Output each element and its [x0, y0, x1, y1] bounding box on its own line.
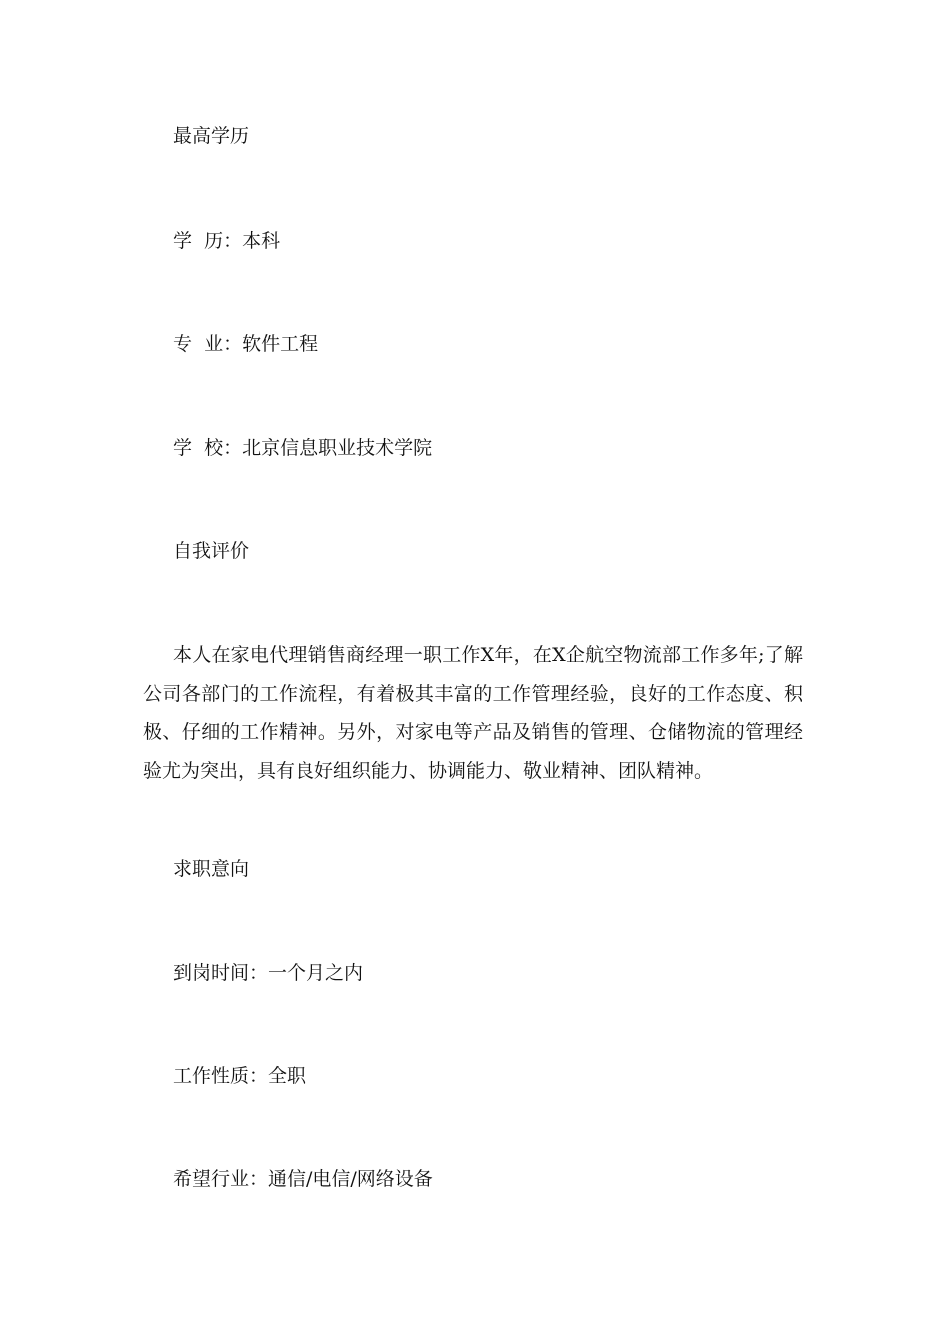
self-evaluation-heading: 自我评价 — [173, 540, 250, 562]
education-heading: 最高学历 — [173, 125, 250, 147]
arrival-time-line: 到岗时间：一个月之内 — [173, 962, 364, 984]
job-intention-heading: 求职意向 — [173, 858, 250, 880]
degree-line: 学 历：本科 — [173, 230, 281, 252]
self-evaluation-paragraph: 本人在家电代理销售商经理一职工作X年，在X企航空物流部工作多年;了解公司各部门的工作流程，有着极其丰富的工作管理经验，良好的工作态度、积极、仔细的工作精神。另外，对家电等产品及销售的管理、仓储物流的管理经验尤为突出，具有良好组织能力、协调能力、敬业精神、团队精神。 — [143, 644, 803, 782]
school-line: 学 校：北京信息职业技术学院 — [173, 437, 433, 459]
job-type-line: 工作性质：全职 — [173, 1065, 307, 1087]
major-line: 专 业：软件工程 — [173, 333, 319, 355]
industry-line: 希望行业：通信/电信/网络设备 — [173, 1168, 433, 1190]
